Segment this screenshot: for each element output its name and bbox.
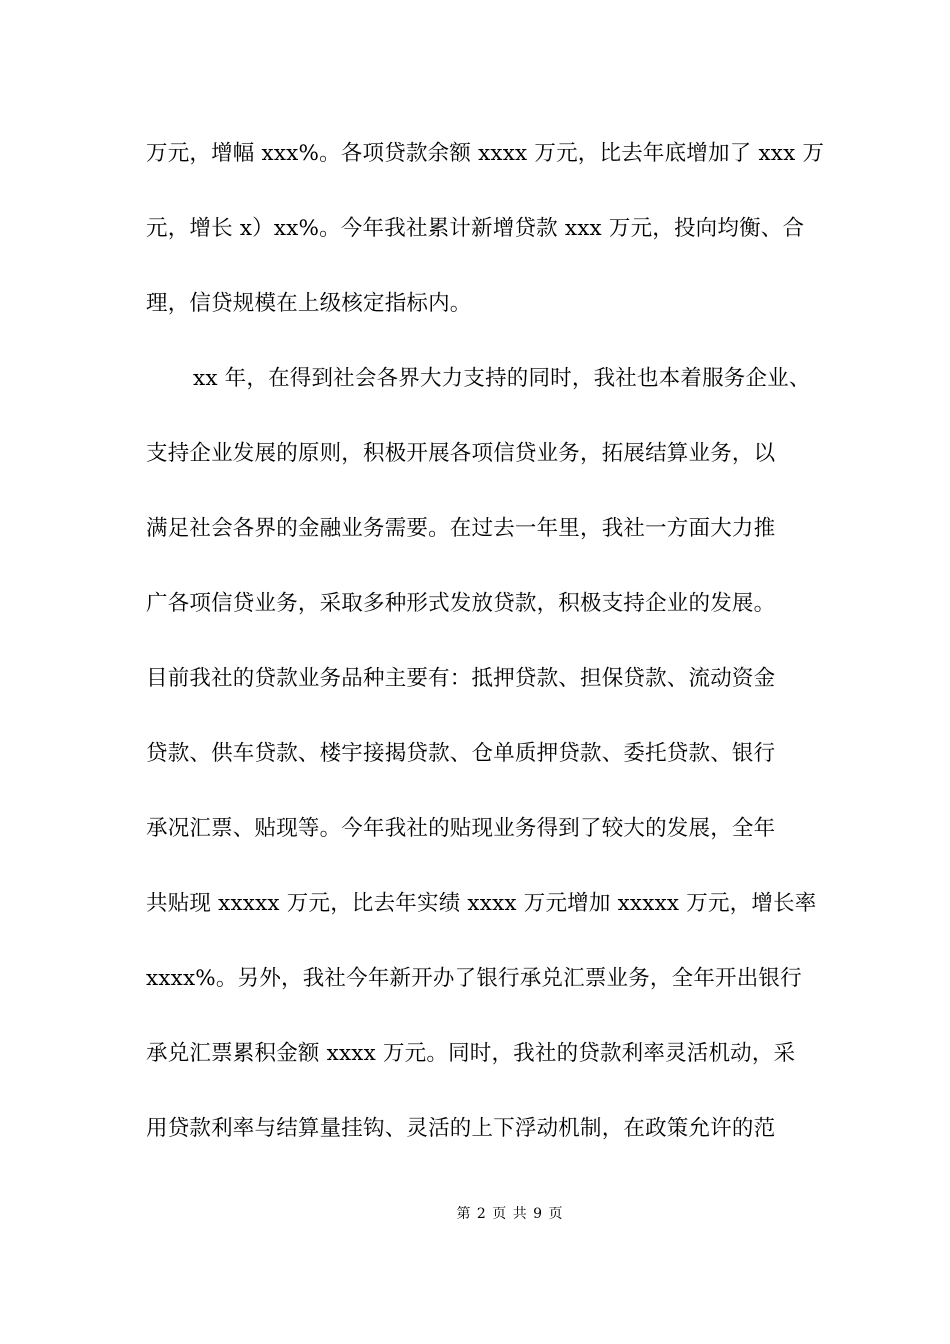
text-line: 元，增长 x）xx%。今年我社累计新增贷款 xxx 万元，投向均衡、合 <box>146 216 805 241</box>
text-line: xxxx%。另外，我社今年新开办了银行承兑汇票业务，全年开出银行 <box>146 966 802 991</box>
text-line: 目前我社的贷款业务品种主要有：抵押贷款、担保贷款、流动资金 <box>146 666 776 691</box>
body-text <box>146 124 825 1174</box>
text-line: 支持企业发展的原则，积极开展各项信贷业务，拓展结算业务，以 <box>146 441 776 466</box>
text-line: 用贷款利率与结算量挂钩、灵活的上下浮动机制，在政策允许的范 <box>146 1116 776 1141</box>
text-line: 满足社会各界的金融业务需要。在过去一年里，我社一方面大力推 <box>146 516 776 541</box>
text-line: 承兑汇票累积金额 xxxx 万元。同时，我社的贷款利率灵活机动，采 <box>146 1041 796 1066</box>
text-line: 理，信贷规模在上级核定指标内。 <box>146 291 472 316</box>
text-line: 万元，增幅 xxx%。各项贷款余额 xxxx 万元，比去年底增加了 xxx 万 <box>146 141 825 166</box>
text-line: 广各项信贷业务，采取多种形式发放贷款，积极支持企业的发展。 <box>146 591 776 616</box>
text-line: 贷款、供车贷款、楼宇接揭贷款、仓单质押贷款、委托贷款、银行 <box>146 741 776 766</box>
page-number: 第 2 页 共 9 页 <box>456 1206 564 1222</box>
text-line: 承况汇票、贴现等。今年我社的贴现业务得到了较大的发展，全年 <box>146 816 776 841</box>
page-footer <box>0 1203 950 1223</box>
text-line: 共贴现 xxxxx 万元，比去年实绩 xxxx 万元增加 xxxxx 万元，增长率 <box>146 891 817 916</box>
paragraph-first-line: xx 年，在得到社会各界大力支持的同时，我社也本着服务企业、 <box>193 366 811 391</box>
